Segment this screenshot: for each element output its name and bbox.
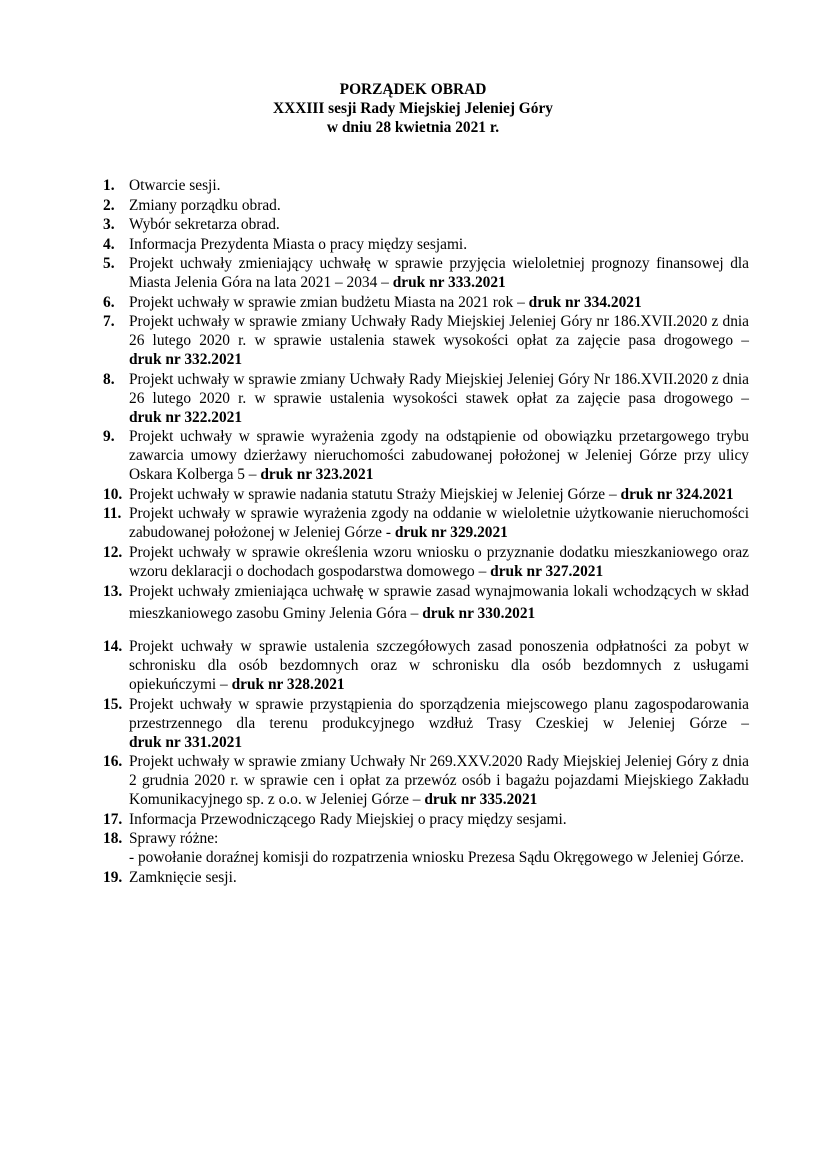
agenda-item-text: Projekt uchwały w sprawie zmiany Uchwały Rady Miejskiej Jeleniej Góry Nr 186.XVII.2020 z dnia 26 lutego 2020 r. w sprawie ustalenia wysokości stawek opłat za zajęcie pasa drogowego – [129,370,749,407]
agenda-item-number: 15. [103,695,123,713]
agenda-item [103,637,749,694]
agenda-item-number: 8. [103,370,115,388]
agenda-item [103,581,749,625]
agenda-item [103,254,749,292]
agenda-item-number: 19. [103,868,123,886]
agenda-item [103,196,749,215]
agenda-item [103,312,749,369]
agenda-item-text: Projekt uchwały w sprawie wyrażenia zgody na odstąpienie od obowiązku przetargowego trybu zawarcia umowy dzierżawy nieruchomości zabudowanej położonej w Jeleniej Górze przy ulicy Oskara Kolberga 5 – [129,428,749,483]
agenda-item-text: Projekt uchwały w sprawie zmiany Uchwały Rady Miejskiej Jeleniej Góry nr 186.XVII.2020 z dnia 26 lutego 2020 r. w sprawie ustalenia stawek wysokości opłat za zajęcie pasa drogowego – [129,313,749,349]
agenda-item-text: Projekt uchwały zmieniająca uchwałę w sprawie zasad wynajmowania lokali wchodzących w skład mieszkaniowego zasobu Gminy Jelenia Góra – [129,583,749,622]
agenda-item-druk-number: druk nr 329.2021 [394,524,508,541]
header-session: XXXIII sesji Rady Miejskiej Jeleniej Góry [273,100,553,117]
agenda-item-druk-number: druk nr 323.2021 [260,466,374,483]
agenda-item-number: 1. [103,177,115,194]
agenda-item-number: 5. [103,255,115,272]
agenda-item-text: Projekt uchwały zmieniający uchwałę w sprawie przyjęcia wieloletniej prognozy finansowej dla Miasta Jelenia Góra na lata 2021 – 2034 – [129,255,749,291]
agenda-item-number: 6. [103,293,115,311]
agenda-item-number: 12. [103,543,123,561]
agenda-item-druk-number: druk nr 331.2021 [129,733,243,751]
agenda-item-text: Projekt uchwały w sprawie ustalenia szczegółowych zasad ponoszenia odpłatności za pobyt w schronisku dla osób bezdomnych oraz w schronisku dla osób bezdomnych z usługami opiekuńczymi – [129,638,749,693]
agenda-item-number: 9. [103,428,115,445]
agenda-item-text: Projekt uchwały w sprawie określenia wzoru wniosku o przyznanie dodatku mieszkaniowego oraz wzoru deklaracji o dochodach gospodarstwa domowego – [129,543,749,580]
agenda-item [103,485,749,504]
agenda-item-druk-number: druk nr 335.2021 [424,791,538,808]
agenda-item-druk-number: druk nr 333.2021 [392,274,506,291]
agenda-item [103,235,749,254]
agenda-item [103,215,749,234]
agenda-item-text: Projekt uchwały w sprawie przystąpienia do sporządzenia miejscowego planu zagospodarowania przestrzennego dla terenu produkcyjnego wzdłuż Trasy Czeskiej w Jeleniej Górze – [129,695,749,732]
agenda-item [103,810,749,829]
agenda-item-text: Wybór sekretarza obrad. [129,216,280,233]
agenda-item [103,504,749,542]
agenda-item-number: 2. [103,196,115,214]
agenda-item-number: 7. [103,313,115,330]
agenda-list [103,176,749,887]
agenda-item [103,293,749,312]
header-title: PORZĄDEK OBRAD [339,81,487,98]
agenda-item [103,829,749,867]
agenda-item-druk-number: druk nr 332.2021 [129,351,243,368]
agenda-item-text: Zamknięcie sesji. [129,868,237,886]
agenda-item-subpoint: - powołanie doraźnej komisji do rozpatrzenia wniosku Prezesa Sądu Okręgowego w Jeleniej Górze. [129,849,745,866]
agenda-item-number: 14. [103,638,123,655]
agenda-item-number: 16. [103,753,123,770]
agenda-item-number: 3. [103,216,115,233]
agenda-item-number: 11. [103,505,122,522]
agenda-item-text: Informacja Przewodniczącego Rady Miejskiej o pracy między sesjami. [129,810,567,828]
agenda-item [103,427,749,484]
agenda-item-number: 4. [103,235,115,253]
agenda-item-druk-number: druk nr 324.2021 [620,485,734,503]
agenda-item-text: Projekt uchwały w sprawie nadania statutu Straży Miejskiej w Jeleniej Górze – [129,485,621,503]
agenda-item [103,370,749,427]
agenda-item [103,752,749,809]
agenda-item-text: Informacja Prezydenta Miasta o pracy między sesjami. [129,235,468,253]
agenda-item-number: 17. [103,810,123,828]
agenda-item-text: Otwarcie sesji. [129,177,221,194]
document-header [0,80,826,137]
agenda-item [103,695,749,752]
agenda-item-text: Zmiany porządku obrad. [129,196,281,214]
header-date: w dniu 28 kwietnia 2021 r. [326,119,500,136]
agenda-item [103,543,749,581]
agenda-item-druk-number: druk nr 327.2021 [490,562,604,580]
agenda-item [103,868,749,887]
agenda-item-number: 13. [103,583,123,600]
agenda-item-druk-number: druk nr 328.2021 [231,676,345,693]
agenda-item-druk-number: druk nr 322.2021 [129,408,243,426]
agenda-item-text: Projekt uchwały w sprawie wyrażenia zgody na oddanie w wieloletnie użytkowanie nieruchomości zabudowanej położonej w Jeleniej Górze - [129,505,749,541]
agenda-item-druk-number: druk nr 330.2021 [422,605,536,622]
agenda-item [103,176,749,195]
agenda-item-text: Projekt uchwały w sprawie zmiany Uchwały Nr 269.XXV.2020 Rady Miejskiej Jeleniej Góry z dnia 2 grudnia 2020 r. w sprawie cen i opłat za przewóz osób i bagażu pojazdami Miejskiego Zakładu Komunikacyjnego sp. z o.o. w Jeleniej Górze – [129,753,749,808]
agenda-item-text: Sprawy różne: [129,830,219,847]
agenda-item-druk-number: druk nr 334.2021 [528,293,642,311]
agenda-item-number: 10. [103,485,123,503]
agenda-item-text: Projekt uchwały w sprawie zmian budżetu Miasta na 2021 rok – [129,293,529,311]
agenda-item-number: 18. [103,830,123,847]
